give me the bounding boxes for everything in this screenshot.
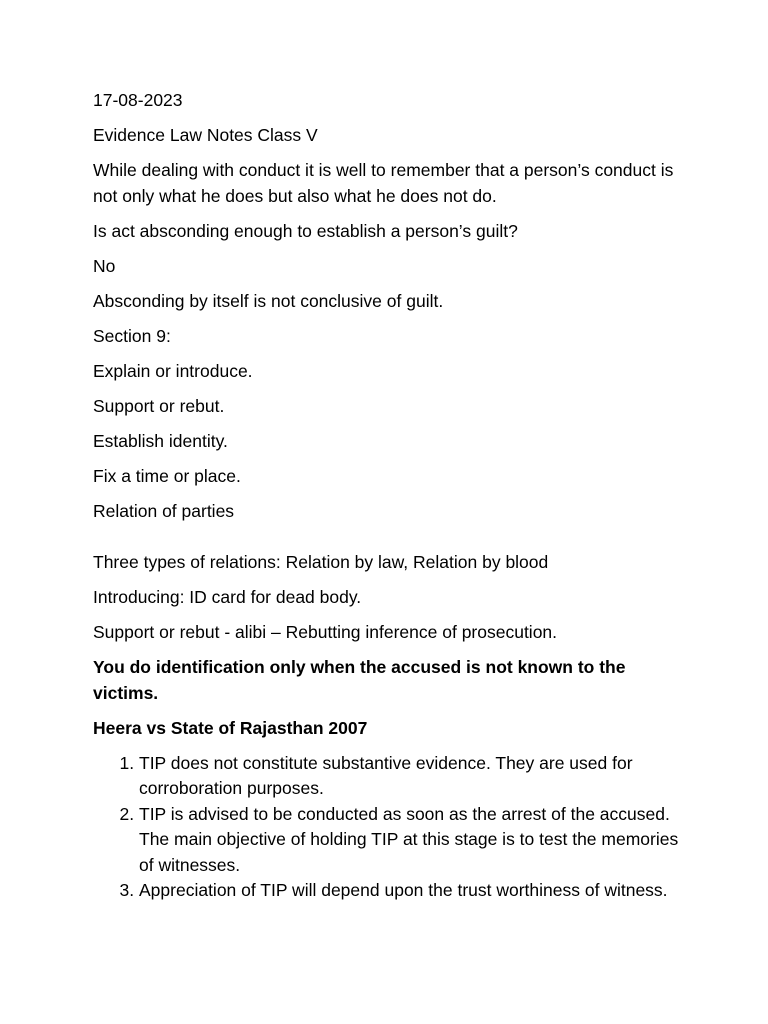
paragraph-conduct: While dealing with conduct it is well to remember that a person’s conduct is not only what he does but also what he does not do.: [93, 160, 674, 206]
paragraph-explain: Explain or introduce.: [93, 360, 253, 381]
paragraph-question: Is act absconding enough to establish a person’s guilt?: [93, 220, 518, 241]
paragraph-absconding: Absconding by itself is not conclusive of guilt.: [93, 290, 444, 311]
list-item: 3. Appreciation of TIP will depend upon the trust worthiness of witness.: [139, 878, 683, 904]
list-item: 1. TIP does not constitute substantive evidence. They are used for corroboration purposes.: [139, 751, 683, 802]
paragraph-alibi: Support or rebut - alibi – Rebutting inference of prosecution.: [93, 622, 558, 642]
paragraph-relation: Relation of parties: [93, 500, 235, 521]
document-date: 17-08-2023: [93, 90, 183, 110]
paragraph-support: Support or rebut.: [93, 395, 225, 416]
case-points-list: [93, 751, 683, 904]
document-page: [93, 88, 683, 904]
paragraph-section: Section 9:: [93, 325, 171, 346]
paragraph-answer: No: [93, 255, 116, 276]
paragraph-introducing: Introducing: ID card for dead body.: [93, 587, 362, 607]
paragraph-time-place: Fix a time or place.: [93, 465, 241, 486]
paragraph-identity: Establish identity.: [93, 430, 228, 451]
list-item: 2. TIP is advised to be conducted as soon as the arrest of the accused. The main objective of holding TIP at this stage is to test the memories of witnesses.: [139, 802, 683, 879]
case-heading: Heera vs State of Rajasthan 2007: [93, 717, 368, 738]
bold-note: You do identification only when the accused is not known to the victims.: [93, 657, 626, 703]
document-title: Evidence Law Notes Class V: [93, 125, 318, 145]
paragraph-relation-types: Three types of relations: Relation by law, Relation by blood: [93, 552, 549, 572]
